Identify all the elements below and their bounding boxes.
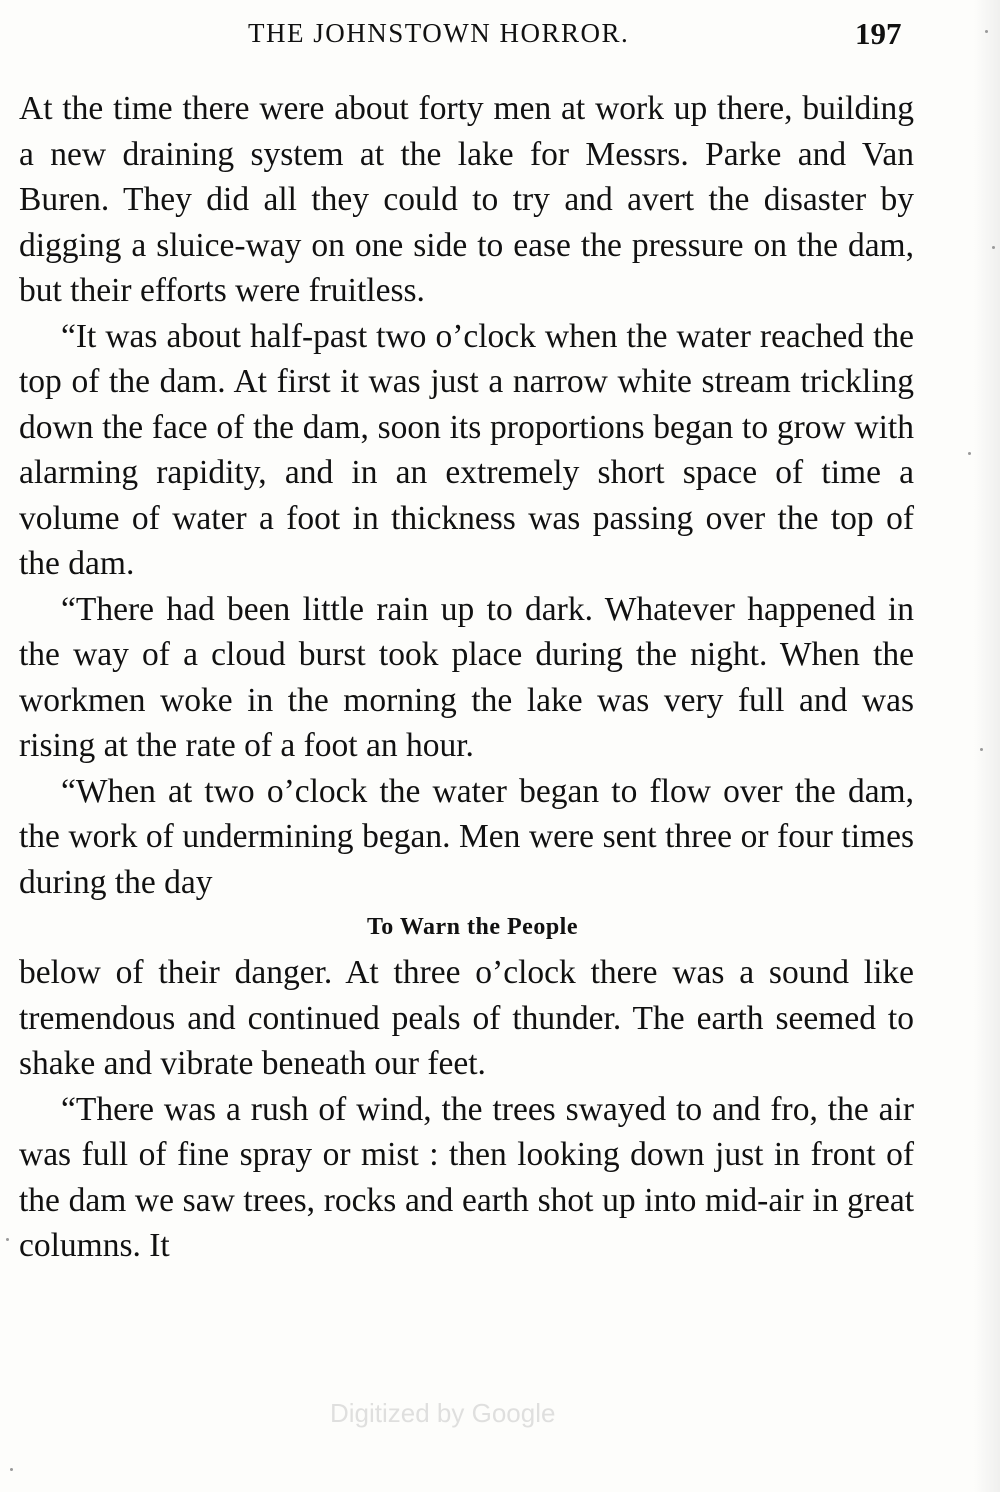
- page-number: 197: [855, 16, 902, 51]
- scan-speck: [992, 246, 995, 249]
- paragraph-5: below of their danger. At three o’clock there was a sound like tremendous and continued peals of thunder. The earth seemed to shake and vibrate beneath our feet.: [19, 954, 914, 1082]
- scan-speck: [985, 30, 988, 33]
- watermark: Digitized by Google: [330, 1398, 556, 1428]
- scan-speck: [968, 452, 971, 455]
- running-head-title: THE JOHNSTOWN HORROR.: [248, 18, 630, 48]
- body-text: [19, 86, 914, 1269]
- paragraph-2: “It was about half-past two o’clock when the water reached the top of the dam. At first it was just a narrow white stream trickling down the face of the dam, soon its proportions began to grow with alarming rapidity, and in an extremely short space of time a volume of water a foot in thickness was passing over the top of the dam.: [19, 317, 914, 582]
- page-edge-shadow: [974, 0, 1000, 1492]
- scan-speck: [10, 1468, 13, 1471]
- running-head: [0, 18, 1000, 58]
- paragraph-3: “There had been little rain up to dark. Whatever happened in the way of a cloud burst took place during the night. When the workmen woke in the morning the lake was very full and was rising at the rate of a foot an hour.: [19, 590, 914, 764]
- section-subheading: To Warn the People: [366, 914, 579, 940]
- paragraph-6: “There was a rush of wind, the trees swayed to and fro, the air was full of fine spray or mist : then looking down just in front of the dam we saw trees, rocks and earth shot up into mid-air in great columns. It: [19, 1090, 914, 1264]
- paragraph-4: “When at two o’clock the water began to flow over the dam, the work of undermining began. Men were sent three or four times during the day: [19, 772, 914, 901]
- paragraph-1: At the time there were about forty men at work up there, building a new draining system at the lake for Messrs. Parke and Van Buren. They did all they could to try and avert the disaster by digging a sluice-way on one side to ease the pressure on the dam, but their efforts were fruitless.: [19, 90, 914, 309]
- scan-speck: [6, 1238, 9, 1241]
- scan-speck: [980, 748, 983, 751]
